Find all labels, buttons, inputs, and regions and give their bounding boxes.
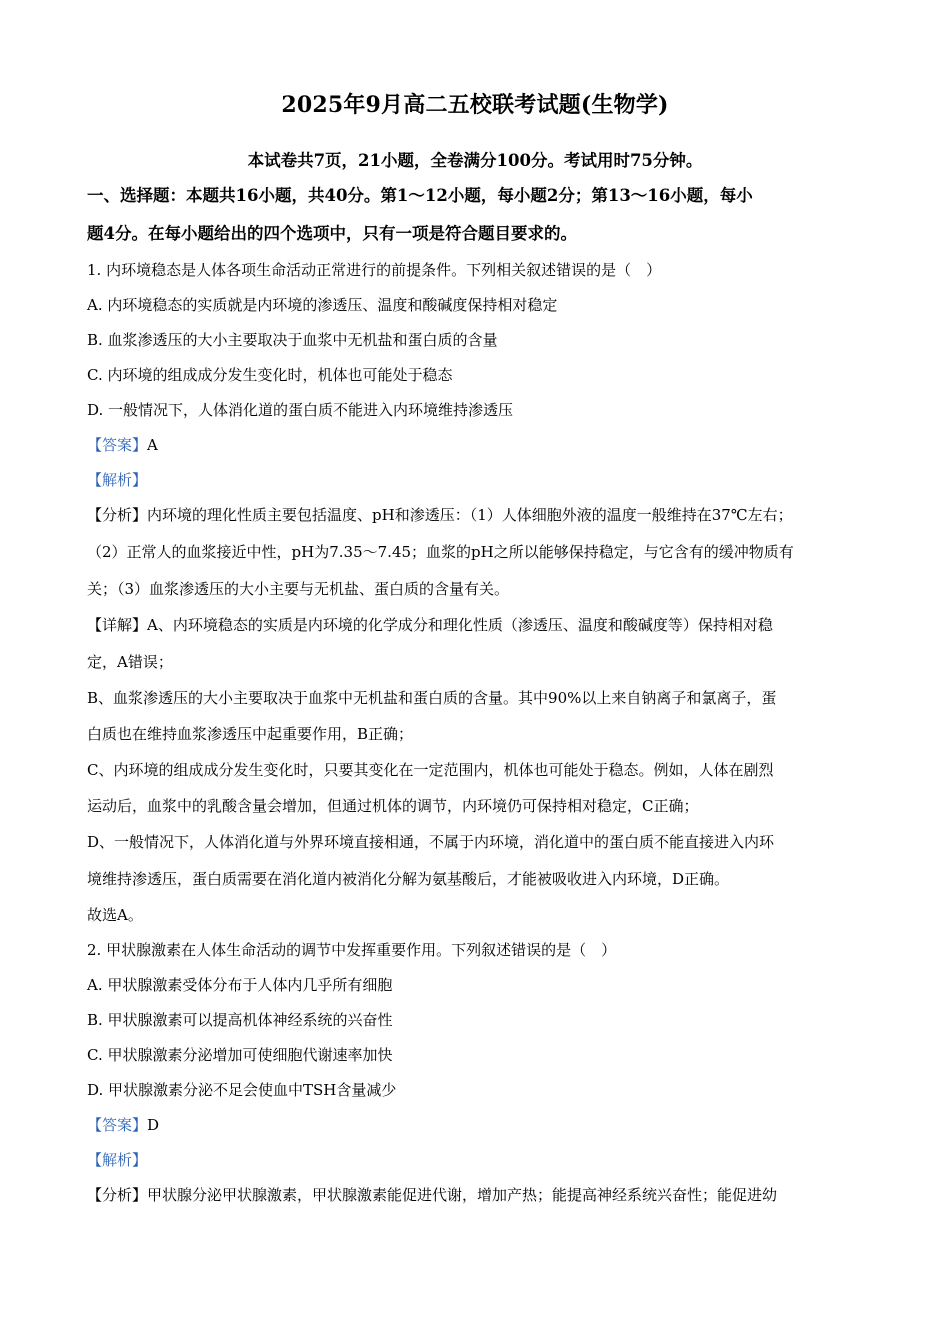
q1-detail-line-8: 境维持渗透压，蛋白质需要在消化道内被消化分解为氨基酸后，才能被吸收进入内环境，D正确。 [87, 870, 730, 888]
q1-option-c: C. 内环境的组成成分发生变化时，机体也可能处于稳态 [87, 366, 453, 384]
q1-explain-heading [87, 469, 877, 490]
q2-option-b: B. 甲状腺激素可以提高机体神经系统的兴奋性 [87, 1011, 393, 1029]
q2-answer-value: D [147, 1116, 160, 1134]
explain-tag: 【解析】 [87, 471, 148, 489]
section-heading-line-2: 题4分。在每小题给出的四个选项中，只有一项是符合题目要求的。 [87, 224, 577, 243]
q1-detail-line-5: C、内环境的组成成分发生变化时，只要其变化在一定范围内，机体也可能处于稳态。例如，人体在剧烈 [87, 761, 774, 779]
q2-explain-heading [87, 1149, 877, 1170]
q1-conclusion: 故选A。 [87, 906, 143, 924]
analysis-tag: 【分析】 [87, 506, 148, 524]
q2-option-d: D. 甲状腺激素分泌不足会使血中TSH含量减少 [87, 1081, 397, 1099]
q1-option-b: B. 血浆渗透压的大小主要取决于血浆中无机盐和蛋白质的含量 [87, 331, 498, 349]
exam-title: 2025年9月高二五校联考试题(生物学) [281, 92, 669, 118]
q1-analysis-line-1: 【分析】内环境的理化性质主要包括温度、pH和渗透压：（1）人体细胞外液的温度一般维持在37℃左右； [87, 506, 793, 524]
explain-tag: 【解析】 [87, 1151, 148, 1169]
q2-analysis-line-1: 【分析】甲状腺分泌甲状腺激素，甲状腺激素能促进代谢，增加产热；能提高神经系统兴奋性；能促进幼 [87, 1186, 778, 1204]
section-heading-line-1: 一、选择题：本题共16小题，共40分。第1～12小题，每小题2分；第13～16小题，每小 [87, 186, 753, 205]
detail-tag: 【详解】 [87, 616, 148, 634]
q1-detail-line-7: D、一般情况下，人体消化道与外界环境直接相通，不属于内环境，消化道中的蛋白质不能直接进入内环 [87, 833, 775, 851]
q1-answer [87, 434, 877, 455]
q2-answer [87, 1114, 877, 1135]
q2-option-a: A. 甲状腺激素受体分布于人体内几乎所有细胞 [87, 976, 393, 994]
q2-option-c: C. 甲状腺激素分泌增加可使细胞代谢速率加快 [87, 1046, 393, 1064]
q1-answer-value: A [147, 436, 158, 454]
q1-analysis-line-3: 关；（3）血浆渗透压的大小主要与无机盐、蛋白质的含量有关。 [87, 580, 510, 598]
exam-subtitle: 本试卷共7页，21小题，全卷满分100分。考试用时75分钟。 [247, 151, 703, 170]
answer-tag: 【答案】 [87, 1116, 148, 1134]
q1-detail-line-2: 定，A错误； [87, 653, 173, 671]
answer-tag: 【答案】 [87, 436, 148, 454]
q1-stem: 1. 内环境稳态是人体各项生命活动正常进行的前提条件。下列相关叙述错误的是（ ） [87, 261, 662, 279]
q1-detail-line-3: B、血浆渗透压的大小主要取决于血浆中无机盐和蛋白质的含量。其中90%以上来自钠离子和氯离子，蛋 [87, 689, 777, 707]
q2-stem: 2. 甲状腺激素在人体生命活动的调节中发挥重要作用。下列叙述错误的是（ ） [87, 941, 617, 959]
q1-analysis-line-2: （2）正常人的血浆接近中性，pH为7.35～7.45；血浆的pH之所以能够保持稳定，与它含有的缓冲物质有 [87, 543, 794, 561]
q1-detail-line-6: 运动后，血浆中的乳酸含量会增加，但通过机体的调节，内环境仍可保持相对稳定，C正确； [87, 797, 699, 815]
q1-option-d: D. 一般情况下，人体消化道的蛋白质不能进入内环境维持渗透压 [87, 401, 514, 419]
q1-detail-line-4: 白质也在维持血浆渗透压中起重要作用，B正确； [87, 725, 414, 743]
q1-detail-line-1: 【详解】A、内环境稳态的实质是内环境的化学成分和理化性质（渗透压、温度和酸碱度等）保持相对稳 [87, 616, 773, 634]
q1-option-a: A. 内环境稳态的实质就是内环境的渗透压、温度和酸碱度保持相对稳定 [87, 296, 558, 314]
analysis-tag: 【分析】 [87, 1186, 148, 1204]
